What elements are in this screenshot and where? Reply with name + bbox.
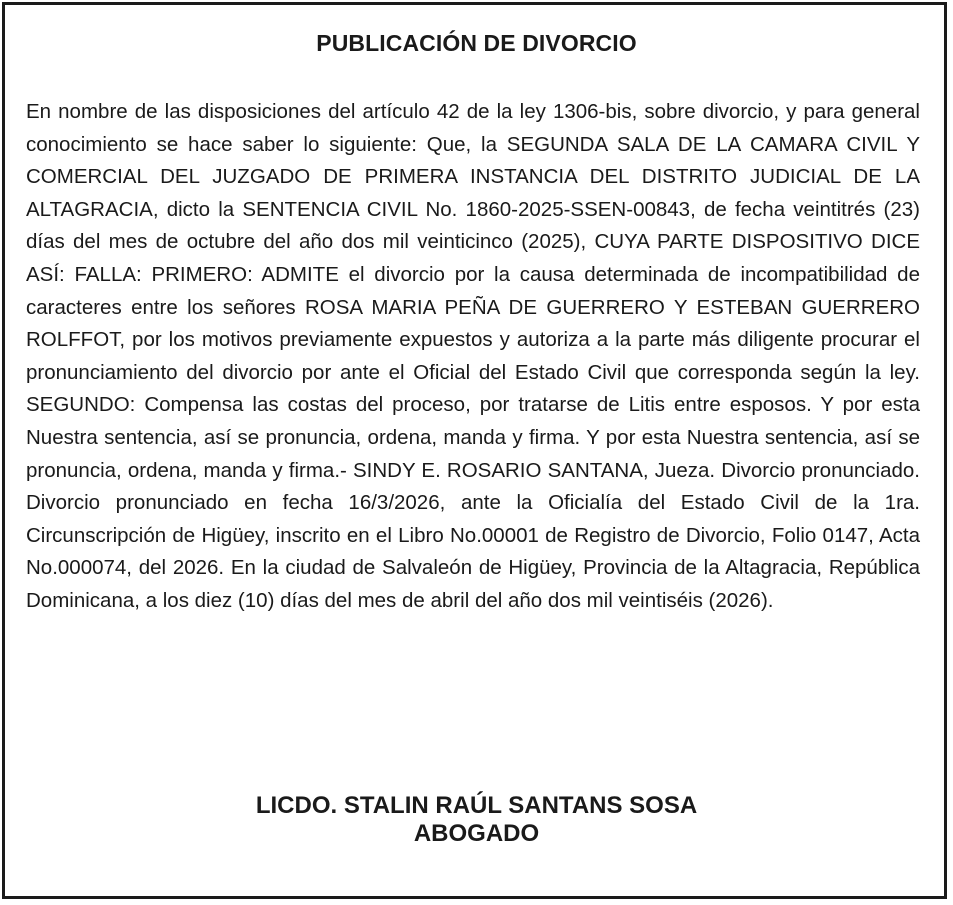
signature-name: LICDO. STALIN RAÚL SANTANS SOSA — [255, 792, 698, 819]
signature-block — [0, 792, 953, 848]
notice-body-text: En nombre de las disposiciones del artículo 42 de la ley 1306-bis, sobre divorcio, y para general conocimiento se hace saber lo siguiente: Que, la SEGUNDA SALA DE LA CAMARA CIVIL Y COMERCIAL DEL JUZGADO DE PRIMERA INSTANCIA DEL DISTRITO JUDICIAL DE LA ALTAGRACIA, dicto la SENTENCIA CIVIL No. 1860-2025-SSEN-00843, de fecha veintitrés (23) días del mes de octubre del año dos mil veinticinco (2025), CUYA PARTE DISPOSITIVO DICE ASÍ: FALLA: PRIMERO: ADMITE el divorcio por la causa determinada de incompatibilidad de caracteres entre los señores ROSA MARIA PEÑA DE GUERRERO Y ESTEBAN GUERRERO ROLFFOT, por los motivos previamente expuestos y autoriza a la parte más diligente procurar el pronunciamiento del divorcio por ante el Oficial del Estado Civil que corresponda según la ley. SEGUNDO: Compensa las costas del proceso, por tratarse de Litis entre esposos. Y por esta Nuestra sentencia, así se pronuncia, ordena, manda y firma. Y por esta Nuestra sentencia, así se pronuncia, ordena, manda y firma.- SINDY E. ROSARIO SANTANA, Jueza. Divorcio pronunciado. Divorcio pronunciado en fecha 16/3/2026, ante la Oficialía del Estado Civil de la 1ra. Circunscripción de Higüey, inscrito en el Libro No.00001 de Registro de Divorcio, Folio 0147, Acta No.000074, del 2026. En la ciudad de Salvaleón de Higüey, Provincia de la Altagracia, República Dominicana, a los diez (10) días del mes de abril del año dos mil veintiséis (2026). — [26, 100, 920, 612]
signature-role: ABOGADO — [413, 820, 540, 847]
notice-title: PUBLICACIÓN DE DIVORCIO — [316, 30, 637, 56]
